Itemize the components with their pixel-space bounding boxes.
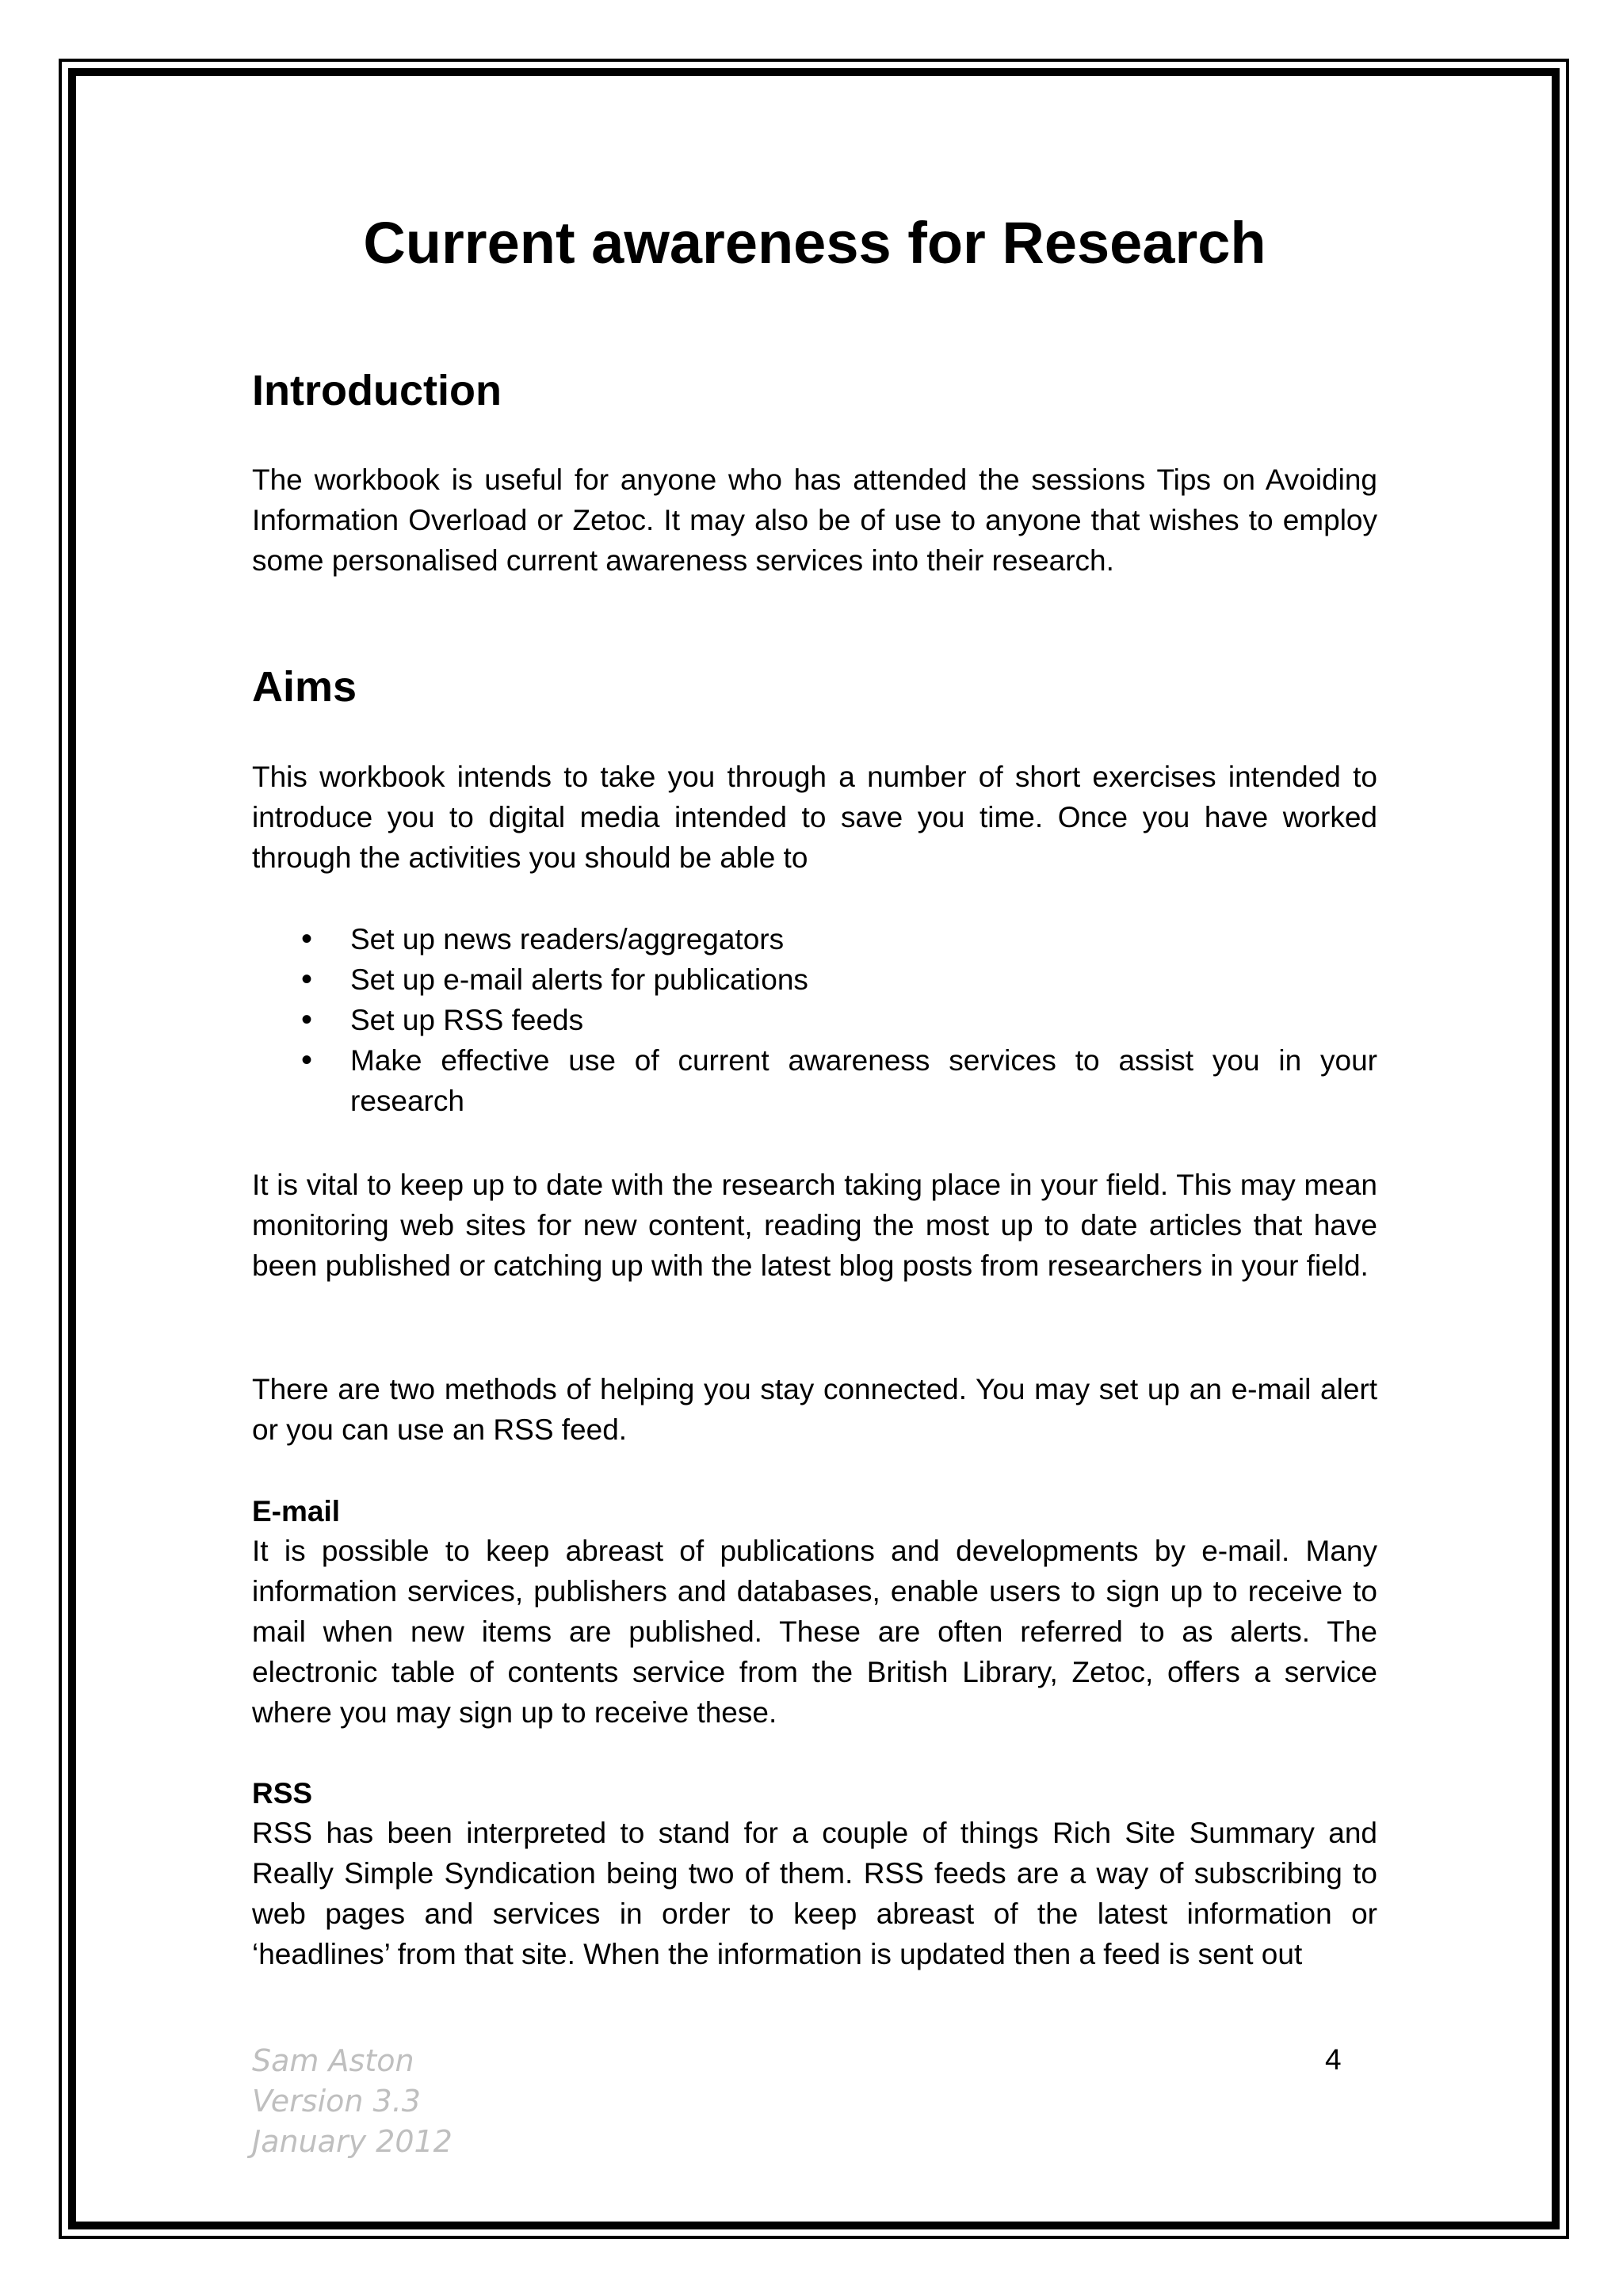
- list-item: • Set up e-mail alerts for publications: [350, 959, 1377, 1000]
- footer-author: Sam Aston: [252, 2043, 414, 2078]
- list-item: • Make effective use of current awareness services to assist you in your research: [350, 1040, 1377, 1121]
- email-paragraph: It is possible to keep abreast of publications and developments by e-mail. Many information services, publishers and databases, enable users to sign up to receive to mail when new items are published. These are often referred to as alerts. The electronic table of contents service from the British Library, Zetoc, offers a service where you may sign up to receive these.: [252, 1535, 1377, 1729]
- footer-version: Version 3.3: [252, 2084, 421, 2119]
- introduction-heading: Introduction: [252, 367, 502, 414]
- aims-paragraph: This workbook intends to take you through a number of short exercises intended to introduce you to digital media intended to save you time. Once you have worked through the activities you should be able to: [252, 761, 1377, 874]
- list-item: • Set up RSS feeds: [350, 1000, 1377, 1040]
- page-number: 4: [1325, 2043, 1342, 2076]
- rss-paragraph: RSS has been interpreted to stand for a couple of things Rich Site Summary and Really Simple Syndication being two of them. RSS feeds are a way of subscribing to web pages and services in order to keep abreast of the latest information or ‘headlines’ from that site. When the information is updated then a feed is sent out: [252, 1817, 1377, 1970]
- footer-date: January 2012: [252, 2124, 453, 2159]
- aims-bullet-list: [252, 919, 1377, 1121]
- vital-paragraph: It is vital to keep up to date with the research taking place in your field. This may mean monitoring web sites for new content, reading the most up to date articles that have been published or catching up with the latest blog posts from researchers in your field.: [252, 1169, 1377, 1282]
- methods-paragraph: There are two methods of helping you stay connected. You may set up an e-mail alert or you can use an RSS feed.: [252, 1373, 1377, 1446]
- document-title: Current awareness for Research: [363, 210, 1266, 276]
- rss-heading: RSS: [252, 1777, 313, 1810]
- aims-heading: Aims: [252, 663, 357, 711]
- email-heading: E-mail: [252, 1495, 341, 1527]
- footer-author-block: [252, 2041, 453, 2162]
- introduction-paragraph: The workbook is useful for anyone who has attended the sessions Tips on Avoiding Information Overload or Zetoc. It may also be of use to anyone that wishes to employ some personalised current awareness services into their research.: [252, 463, 1377, 577]
- list-item: • Set up news readers/aggregators: [350, 919, 1377, 959]
